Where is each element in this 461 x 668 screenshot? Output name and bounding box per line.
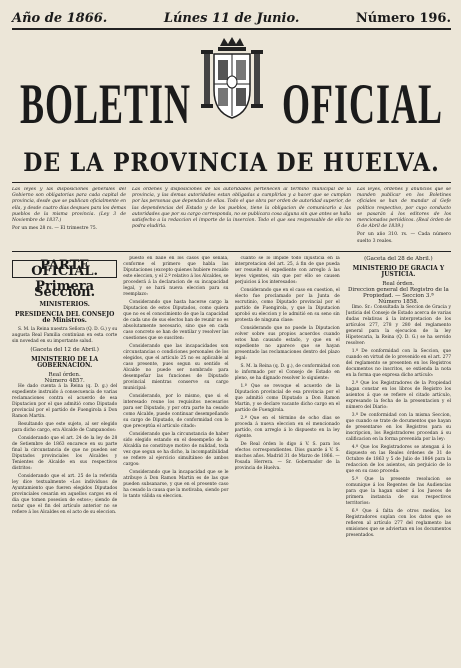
- ministerio-gracia-heading: MINISTERIO DE GRACIA Y JUSTICIA.: [352, 265, 445, 278]
- notices-band: [12, 187, 451, 251]
- masthead: [12, 30, 451, 142]
- paragraph: Considerando que el art. 24 de la ley de 28 de Setiembre de 1863 encarece en su parte final la circunstancia de que no pueden ser Diputados provinciales los Alcaldes y Tenientes de Alcalde en sus respectivos distritos:: [12, 436, 118, 471]
- subtitle-rule: [12, 182, 451, 183]
- column-4: [346, 256, 451, 668]
- notice-left-price: Por un mes 28 rs. — El trimestre 75.: [12, 226, 98, 232]
- paragraph: 2.º Que en el término de ocho dias se proceda á nueva eleccion en el mencionado partido, con arreglo á lo dispuesto en la ley vigente.: [234, 416, 340, 439]
- paragraph: Considerando que las incapacidades son circunstancias o condiciones personales de los elegidos, que el artículo 25 no es aplicable al caso presente, pues segun su sentido el Alcalde no puede ser nombrado para desempeñar las funciones de Diputado provincial mientras conserve su cargo municipal:: [123, 344, 229, 391]
- paragraph: 5.º Que la presente resolucion se comunique á los Regentes de las Audiencias para que la hagan saber á los Jueces de primera instancia de sus respectivos territorios:: [345, 477, 451, 506]
- paragraph: Ilmo. Sr.: Consultada la Seccion de Gracia y Justicia del Consejo de Estado acerca de varias dudas relativas á la interpretacion de los artículos 277, 278 y 280 del reglamento general para la ejecucion de la ley Hipotecaria, la Reina (Q. D. G.) se ha servido resolver:: [345, 305, 451, 346]
- column-2: [123, 256, 228, 668]
- gaceta-note: (Gaceta del 28 de Abril.): [364, 256, 433, 262]
- presidencia-heading: PRESIDENCIA DEL CONSEJO de Ministros.: [14, 311, 115, 324]
- paragraph: De Real órden lo digo á V. S. para los efectos correspondientes. Dios guarde á V. S. muchos años. Madrid 31 de Marzo de 1866. — Posada Herrera. — Sr. Gobernador de la provincia de Huelva.: [234, 442, 340, 471]
- numero-heading: Número 1858.: [378, 299, 419, 305]
- notice-right-text: Las leyes, órdenes y anuncios que se manden publicar en los Boletines oficiales se han de mandar al Gefe político respectivo, por cuyo conducto se pasarán á los editores de los mencionados periódicos. (Real órden de 6 de Abril de 1839.): [357, 187, 451, 230]
- issue-year: Año de 1866.: [12, 11, 108, 26]
- notice-right-price: Por un año 310. rs. — Cada número suelto 3 reales.: [357, 232, 451, 244]
- real-orden-heading: Real órden.: [382, 281, 415, 287]
- ministerio-gobernacion-heading: MINISTERIO DE LA GOBERNACION.: [31, 356, 99, 369]
- numero-heading: Número 4857.: [44, 378, 85, 384]
- direccion-heading: Direccion general del Registro de la Propiedad. — Seccion 3.ª: [347, 287, 449, 299]
- paragraph: S. M. la Reina nuestra Señora (Q. D. G.) y su augusta Real Familia continúan en esta corte sin novedad en su importante salud.: [12, 327, 118, 344]
- paragraph: He dado cuenta á la Reina (q. D. g.) del expediente instruido á consecuencia de varias reclamaciones contra el acuerdo de esa Diputacion por el que admitió como Diputado provincial por el partido de Fuengirola á Don Ramon Martin.: [12, 384, 118, 419]
- primera-seccion-title: Primera Seccion.: [34, 279, 96, 300]
- article-columns: [12, 251, 451, 668]
- paragraph: Considerando que la incapacidad que se le atribuye á Don Ramon Martin es de las que pueden subsanarse, y que en el presente caso ha cesado la causa que la motivaba, siendo por lo tanto válida su eleccion.: [123, 470, 229, 499]
- notice-center: Las ordenes y disposiciones de las autoridades pertenecen al termino municipal de la provincia, y las demas autoridades estan obligadas a cumplirlas y a hacer que se cumplan por las personas que dependan de ellas. Todo el que obra por orden de autoridad superior, de las dependencias del Estado y de los pueblos, tiene la obligacion de comunicarlo a las autoridades que por su cargo corresponda, no se publicara cosa alguna sin que antes se halla satisfecho a la redaccion el importe de la insercion. Todo el que sea responsable de ello no podra eludirla.: [132, 187, 351, 230]
- parte-oficial-title: PARTE OFICIAL.: [12, 260, 117, 278]
- paragraph: 6.º Que á falta de otros medios, los Registradores suplan con los datos que se refieren al artículo 277 del reglamento las omisiones que se adviertan en los documentos presentados.: [345, 509, 451, 538]
- paragraph: Considerando que el art. 25 de la referida ley dice textualmente «Los individuos de Ayuntamiento que fueren elegidos Diputados provinciales cesarán en aquellos cargos en el dia que tomen posesion de estos»; siendo de notar que el fin del artículo anterior no se refiere á los Alcaldes en el acto de su eleccion.: [12, 474, 118, 515]
- column-1: [12, 256, 117, 668]
- issue-number: Número 196.: [355, 11, 451, 26]
- paragraph: Considerando que en el caso en cuestion, el electo fue proclamado por la Junta de escrutinio, como Diputado provincial por el partido de Fuengirola, y que la Diputacion aprobó su eleccion y le admitió en su seno sin protesta de ninguna clase:: [234, 288, 340, 323]
- paragraph: Resultando que este sujeto, al ser elegido para dicho cargo, era Alcalde de Campanodos:: [12, 422, 118, 433]
- notice-left-text: Las leyes y las disposiciones generales del Gobierno son obligatorias para cada capital de provincia, desde que se publican oficialmente en ella, y desde cuatro dias despues para los demas pueblos de la misma provincia. (Ley 3 de Noviembre de 1837.): [12, 187, 126, 224]
- notice-right: [357, 187, 451, 251]
- ministerios-heading: MINISTERIOS.: [39, 301, 90, 308]
- paragraph: cuanto se lo impide todo injusticia en la interpretacion del art. 25, á fin de que pueda ser resuelto el expediente con arreglo á las leyes vigentes, sin que por ello se causen perjuicios á los interesados:: [234, 256, 340, 285]
- paragraph: Considerando que no puede la Diputacion volver sobre sus propios acuerdos cuando estos han causado estado, y que en el expediente no aparece que se hayan presentado las reclamaciones dentro del plazo legal:: [234, 326, 340, 361]
- paragraph: puesto en baile en los casos que señala, conforme el primero que habla las Diputaciones (excepto quienes hubiere recaido este eleccion, y el 2.º relativo á los Alcaldes, se procederá á la declaracion de su incapacidad legal, y se hará nueva eleccion para su reemplazo:: [123, 256, 229, 297]
- newspaper-subtitle: DE LA PROVINCIA DE HUELVA.: [23, 148, 440, 178]
- issue-date: Lúnes 11 de Junio.: [163, 11, 300, 26]
- paragraph: 1.º De conformidad con la Seccion, que cuando en virtud de lo prevenido en el art. 277 del reglamento se presenten en los Registros documentos no inscritos, se extienda la nota en la forma que expresa dicho artículo:: [345, 349, 451, 378]
- title-left: BOLETIN: [20, 71, 192, 136]
- gaceta-note: (Gaceta del 12 de Abril.): [30, 347, 99, 353]
- paragraph: 2.º Que los Registradores de la Propiedad hagan constar en los libros de Registro los asientos á que se refiere el citado artículo, expresando la fecha de la presentacion y el número del Diario:: [345, 381, 451, 410]
- newspaper-title: [12, 70, 451, 136]
- paragraph: S. M. la Reina (q. D. g.), de conformidad con lo informado por el Consejo de Estado en pleno, se ha dignado resolver lo siguiente:: [234, 364, 340, 381]
- paragraph: 3.º De conformidad con la misma Seccion, que cuando se trate de documentos que hayan de presentarse en los Registros para su inscripcion, los Registradores procedan á su calificacion en la forma prevenida por la ley:: [345, 413, 451, 442]
- paragraph: Considerando que la circunstancia de haber sido elegido estando en el desempeño de la Alcaldía no constituye motivo de nulidad, toda vez que segun se ha dicho, la incompatibilidad se refiere al ejercicio simultáneo de ambos cargos:: [123, 432, 229, 467]
- notice-left: [12, 187, 126, 251]
- issue-line: [12, 6, 451, 26]
- title-right: OFICIAL: [281, 71, 443, 136]
- paragraph: 4.º Que los Registradores se atengan á lo dispuesto en las Reales órdenes de 31 de Octubre de 1863 y 5 de Julio de 1864 para la redaccion de los asientos, sin perjuicio de lo que en su caso proceda:: [345, 445, 451, 474]
- paragraph: Considerando, por lo mismo, que si el interesado reune los requisitos necesarios para ser Diputado, y por otra parte ha cesado como Alcalde, puede continuar desempeñando su cargo de Diputado, de conformidad con lo que preceptúa el artículo citado:: [123, 394, 229, 429]
- paragraph: 1.º Que se revoque el acuerdo de la Diputacion provincial de esa provincia por el que admitió como Diputado a Don Ramon Martin, y se declare vacante dicho cargo en el partido de Fuengirola.: [234, 384, 340, 413]
- column-3: [235, 256, 340, 668]
- real-orden-heading: Real órden.: [48, 372, 81, 378]
- paragraph: Considerando que hasta hacerse cargo la Diputacion de estos Diputados, como quiera que no es el conocimiento de que la capacidad de cada uno de sus electos han de reunir no es absolutamente necesario, sino que en cada caso concreto se han de ventilar y resolver las cuestiones que se susciten:: [123, 300, 229, 341]
